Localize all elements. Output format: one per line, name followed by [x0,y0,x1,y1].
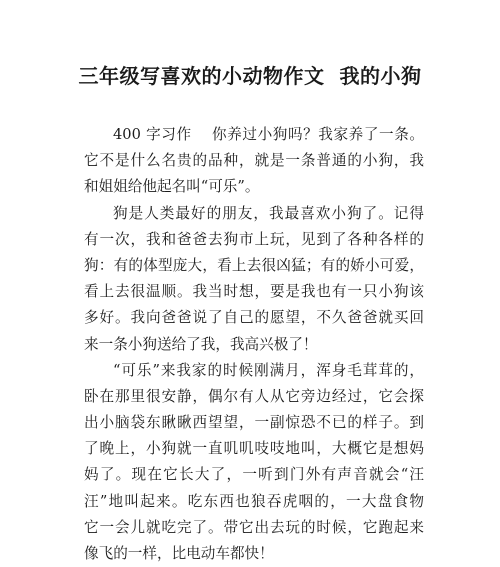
text-line: 了晚上，小狗就一直叽叽吱吱地叫，大概它是想妈 [84,440,424,458]
text-line: 400 字习作 你养过小狗吗？我家养了一条。 [113,126,424,143]
text-line: 妈了。现在它长大了，一听到门外有声音就会“汪 [84,466,424,484]
text-line: 像飞的一样，比电动车都快！ [84,545,274,562]
text-line: 出小脑袋东瞅瞅西望望，一副惊恐不已的样子。到 [84,414,424,432]
text-line: 来一条小狗送给了我，我高兴极了！ [84,335,318,353]
text-line: 狗是人类最好的朋友，我最喜欢小狗了。记得 [113,204,424,222]
text-line: 看上去很温顺。我当时想，要是我也有一只小狗该 [84,283,424,301]
text-line: 汪”地叫起来。吃东西也狼吞虎咽的，一大盘食物 [84,492,424,510]
text-line: 多好。我向爸爸说了自己的愿望，不久爸爸就买回 [84,309,424,327]
article-title: 三年级写喜欢的小动物作文 我的小狗 [78,64,422,88]
article-body [84,122,424,567]
text-line: 它不是什么名贵的品种，就是一条普通的小狗，我 [84,152,424,170]
text-line: 和姐姐给他起名叫“可乐”。 [84,178,260,196]
text-line: 它一会儿就吃完了。带它出去玩的时候，它跑起来 [84,518,424,536]
text-line: 狗：有的体型庞大，看上去很凶猛；有的娇小可爱， [84,256,424,274]
text-line: “可乐”来我家的时候刚满月，浑身毛茸茸的， [113,361,424,379]
text-line: 卧在那里很安静，偶尔有人从它旁边经过，它会探 [84,387,424,405]
text-line: 有一次，我和爸爸去狗市上玩，见到了各种各样的 [84,230,424,248]
